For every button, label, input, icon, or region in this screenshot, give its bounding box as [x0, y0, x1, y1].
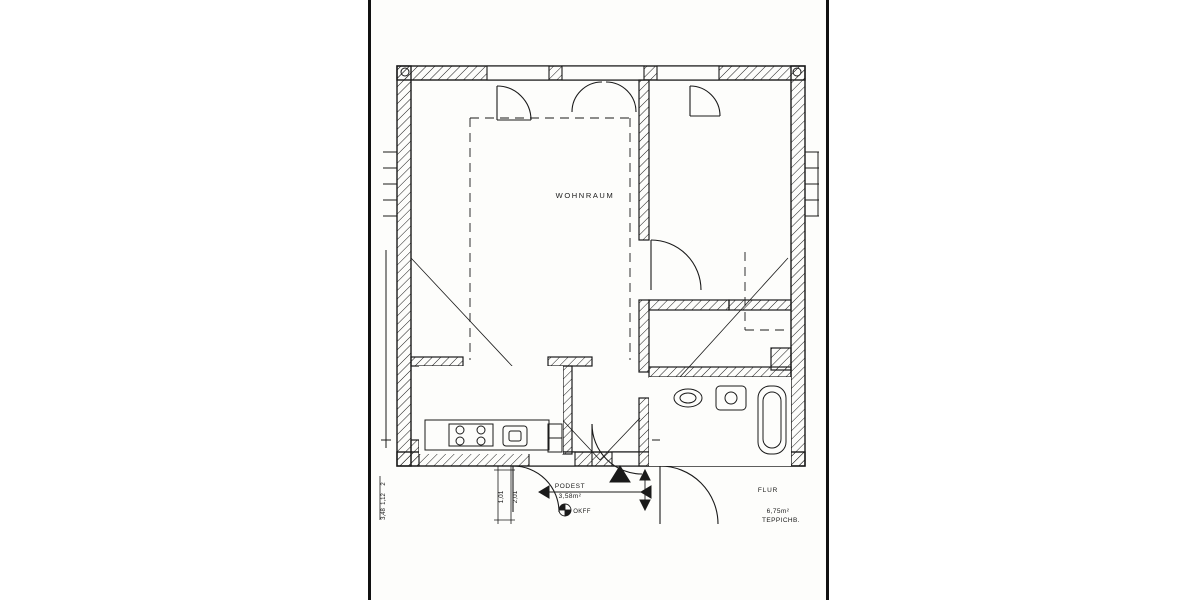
dimension-left-b: 1,12 — [381, 493, 387, 505]
kitchen-fixtures — [419, 366, 563, 454]
dimension-left-c: 3,48 — [381, 508, 387, 520]
hidden-lines-dashed — [470, 118, 788, 360]
dimension-sill-a: 1,01 — [498, 490, 505, 504]
room-area-flur: 6,75m² — [766, 508, 790, 515]
dimension-sill-b: 2,01 — [512, 490, 519, 504]
room-floor-flur: TEPPICHB. — [762, 517, 800, 524]
room-area-podest: 3,58m² — [558, 493, 582, 500]
room-label-flur: FLUR — [757, 487, 779, 494]
level-triangle-marker — [610, 466, 630, 482]
room-okff-podest: OKFF — [573, 509, 591, 515]
dimension-left-a: 2 — [381, 482, 387, 486]
room-label-podest: PODEST — [554, 483, 586, 490]
room-label-wohnraum: WOHNRAUM — [555, 191, 615, 200]
bathroom-fixtures — [649, 377, 791, 466]
dimension-lines — [380, 466, 515, 524]
okff-circle-cross — [559, 504, 571, 516]
